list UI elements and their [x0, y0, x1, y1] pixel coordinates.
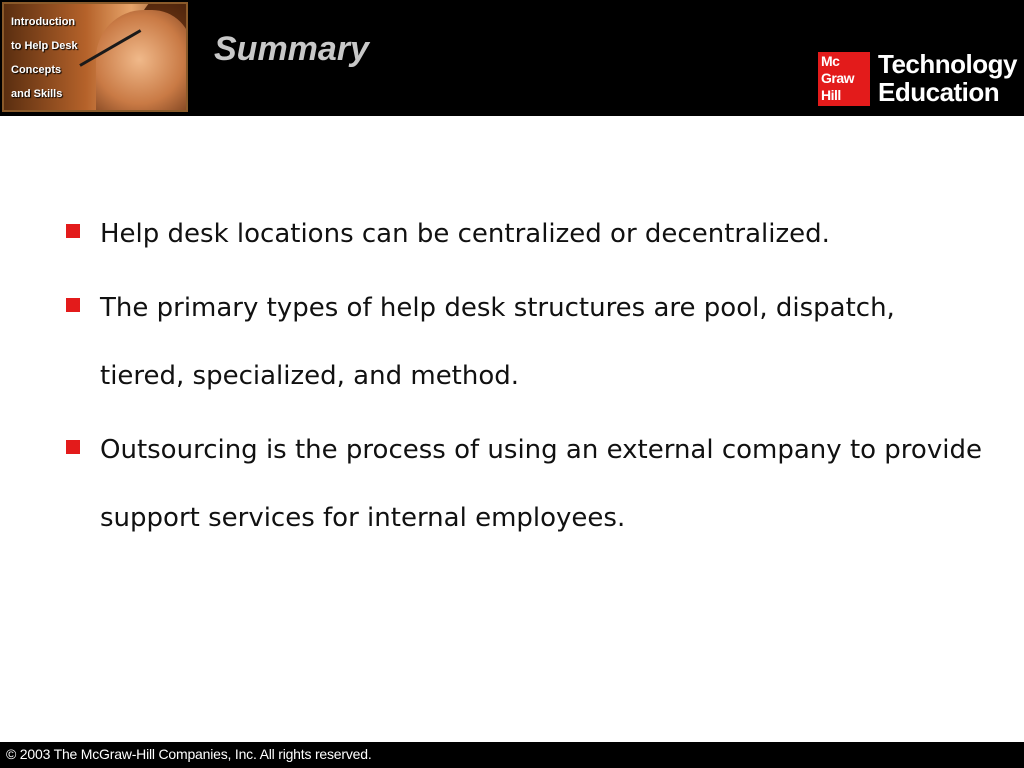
course-badge-image	[2, 2, 188, 112]
logo-brand-line: Education	[878, 77, 1000, 107]
logo-mark-line: Graw	[821, 70, 855, 86]
bullet-text: The primary types of help desk structures are pool, dispatch, tiered, specialized, and method.	[100, 293, 895, 391]
mcgraw-hill-logo	[818, 49, 1022, 108]
logo-brand-line: Technology	[878, 49, 1017, 79]
course-badge-line: Concepts	[11, 64, 62, 76]
course-badge-line: and Skills	[11, 88, 63, 100]
mcgraw-hill-logo-mark	[818, 52, 870, 106]
logo-brand-text	[878, 50, 1017, 106]
bullet-text: Outsourcing is the process of using an external company to provide support services for internal employees.	[100, 435, 982, 533]
summary-bullet	[62, 274, 982, 410]
summary-bullet	[62, 200, 982, 268]
badge-photo-face	[96, 10, 188, 112]
logo-mark-line: Hill	[821, 87, 841, 103]
summary-bullet	[62, 416, 982, 552]
slide-title: Summary	[214, 30, 369, 68]
square-bullet-icon	[66, 298, 80, 312]
slide-header	[0, 0, 1024, 116]
copyright-notice: © 2003 The McGraw-Hill Companies, Inc. All rights reserved.	[6, 746, 372, 762]
square-bullet-icon	[66, 224, 80, 238]
square-bullet-icon	[66, 440, 80, 454]
bullet-text: Help desk locations can be centralized or decentralized.	[100, 219, 830, 249]
course-badge-line: Introduction	[11, 16, 76, 28]
summary-bullet-list	[62, 200, 982, 558]
course-badge-line: to Help Desk	[11, 40, 78, 52]
logo-mark-line: Mc	[821, 53, 840, 69]
slide-footer	[0, 742, 1024, 768]
